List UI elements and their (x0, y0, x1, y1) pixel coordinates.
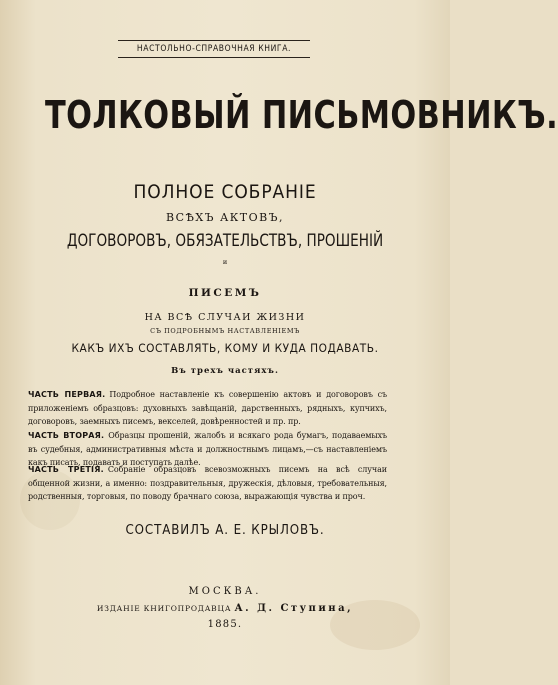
publisher (0, 603, 450, 614)
subtitle-complete-collection: ПОЛНОЕ СОБРАНІЕ (133, 181, 317, 203)
part-one-text: Подробное наставленіе къ совершенію актовъ и договоровъ съ приложеніемъ образцовъ: духовныхъ завѣщаній, дарственныхъ, рядныхъ, купчихъ, договоровъ, заемныхъ писемъ, векселей, довѣренностей и пр. пр. (28, 390, 388, 426)
subtitle-and: и (222, 258, 228, 266)
part-one (28, 388, 387, 429)
subtitle-letters: ПИСЕМЪ (188, 287, 262, 299)
part-three (28, 463, 387, 504)
banner: НАСТОЛЬНО-СПРАВОЧНАЯ КНИГА. (118, 40, 310, 58)
publisher-prefix: ИЗДАНІЕ КНИГОПРОДАВЦА (96, 604, 232, 613)
part-three-label: ЧАСТЬ ТРЕТІЯ. (28, 465, 104, 474)
compiled-by: СОСТАВИЛЪ А. Е. КРЫЛОВЪ. (125, 522, 325, 538)
part-two-label: ЧАСТЬ ВТОРАЯ. (28, 431, 105, 440)
subtitle-detailed-instruction: СЪ ПОДРОБНЫМЪ НАСТАВЛЕНІЕМЪ (150, 327, 300, 335)
city: МОСКВА. (188, 586, 262, 597)
subtitle-contracts: ДОГОВОРОВЪ, ОБЯЗАТЕЛЬСТВЪ, ПРОШЕНІЙ (66, 231, 384, 251)
subtitle-how-to-compose: КАКЪ ИХЪ СОСТАВЛЯТЬ, КОМУ И КУДА ПОДАВАТЬ. (71, 341, 379, 355)
publisher-name: А. Д. Ступина, (234, 603, 354, 614)
year: 1885. (207, 619, 243, 630)
subtitle-all-acts: ВСѢХЪ АКТОВЪ, (166, 211, 284, 224)
part-two-text: Образцы прошеній, жалобъ и всякаго рода бумагъ, подаваемыхъ въ судебныя, административныя мѣста и должностнымъ лицамъ,—съ наставленіемъ какъ писать, подавать и поступать далѣе. (28, 431, 388, 467)
book-title: ТОЛКОВЫЙ ПИСЬМОВНИКЪ. (45, 93, 558, 137)
subtitle-all-occasions: НА ВСѢ СЛУЧАИ ЖИЗНИ (144, 312, 306, 323)
part-one-label: ЧАСТЬ ПЕРВАЯ. (28, 390, 106, 399)
parts-heading: Въ трехъ частяхъ. (171, 366, 279, 376)
part-three-text: Собраніе образцовъ всевозможныхъ писемъ на всѣ случаи общенной жизни, а именно: поздравительныя, дружескія, дѣловыя, требовательныя, родственныя, торговыя, по поводу брачнаго союза, выражающія чувства и проч. (28, 465, 387, 501)
